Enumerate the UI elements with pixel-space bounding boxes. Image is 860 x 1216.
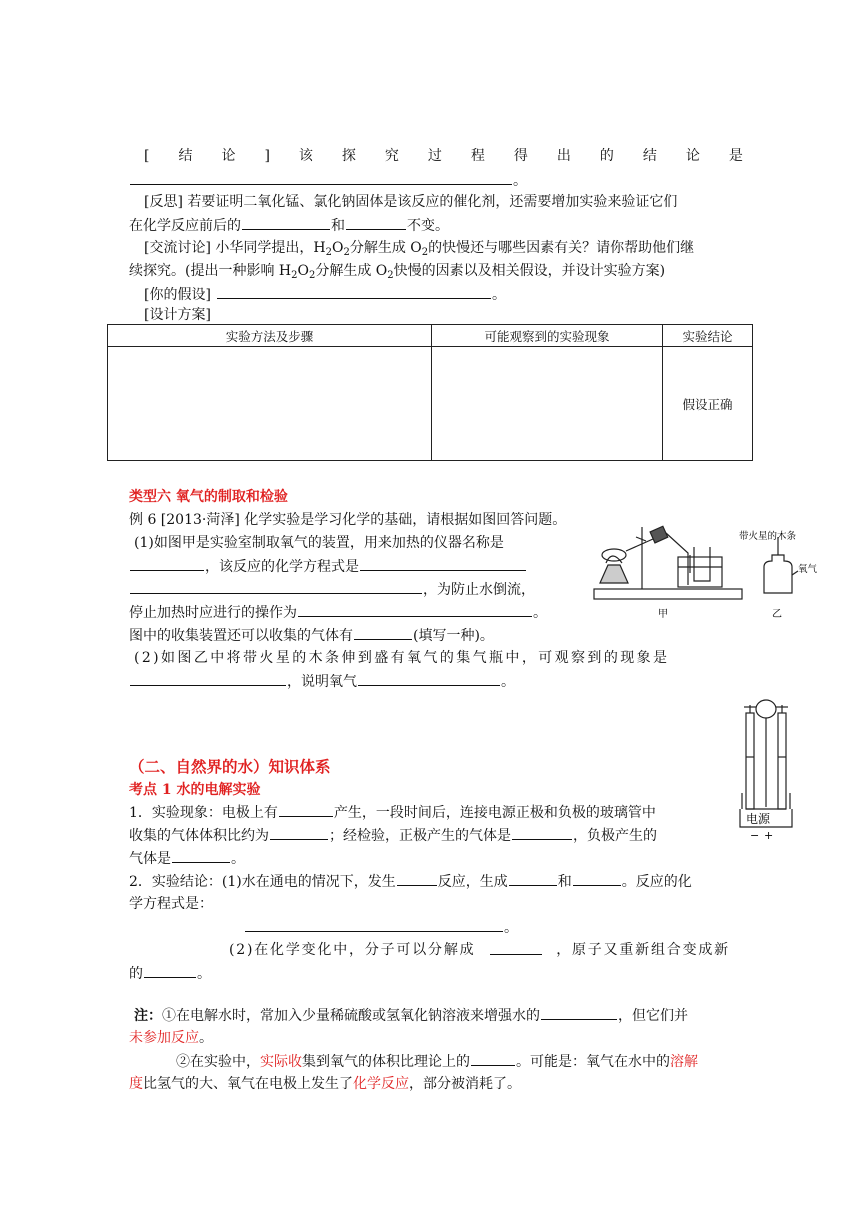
type6-q1-line3: ，为防止水倒流， <box>129 579 535 600</box>
section2-point1: 考点 1 水的电解实验 <box>129 782 261 798</box>
conclusion-line <box>144 146 772 166</box>
note-line-4: 度比氢气的大、氧气在电极上发生了化学反应，部分被消耗了。 <box>129 1076 521 1092</box>
ratio-compare-blank[interactable] <box>471 1051 515 1066</box>
stop-heating-blank[interactable] <box>298 602 532 617</box>
table-header: 可能观察到的实验现象 <box>432 325 663 347</box>
product-blank-1[interactable] <box>509 871 557 886</box>
hypothesis-label: [你的假设] <box>144 287 211 303</box>
electrode-blank[interactable] <box>279 802 333 817</box>
type6-q1-line1: (1)如图甲是实验室制取氧气的装置，用来加热的仪器名称是 <box>134 535 504 551</box>
table-cell-method[interactable] <box>108 347 432 461</box>
s2-p2-line4: (2)在化学变化中，分子可以分解成 ，原子又重新组合变成新 <box>229 942 730 958</box>
figure-label-yi: 乙 <box>772 609 782 620</box>
split-into-blank[interactable] <box>490 940 542 955</box>
hypothesis-blank[interactable] <box>217 284 491 299</box>
reflection-line-2: 在化学反应前后的 和 不变。 <box>129 215 449 236</box>
electrolysis-apparatus-figure <box>734 697 798 843</box>
table-header: 实验方法及步骤 <box>108 325 432 347</box>
s2-p1-line3: 气体是 。 <box>129 848 245 869</box>
type6-title: 类型六 氧气的制取和检验 <box>129 489 288 505</box>
s2-p2-line5: 的 。 <box>129 963 211 984</box>
new-substance-blank[interactable] <box>144 963 196 978</box>
conclusion-label: [结论]该探究过程得出的结论是 <box>144 148 772 164</box>
plus-sign: + <box>764 829 774 842</box>
phenomenon-blank[interactable] <box>130 671 286 686</box>
gas-blank[interactable] <box>354 625 412 640</box>
equation-blank-1[interactable] <box>360 556 526 571</box>
table-header: 实验结论 <box>663 325 753 347</box>
type6-q2-line1: (2)如图乙中将带火星的木条伸到盛有氧气的集气瓶中，可观察到的现象是 <box>134 650 670 666</box>
conclusion-answer-line: 。 <box>129 170 527 191</box>
note-line-3: ②在实验中，实际收集到氧气的体积比理论上的 。可能是：氧气在水中的溶解 <box>176 1051 698 1072</box>
reflection-blank-2[interactable] <box>346 215 406 230</box>
design-label: [设计方案] <box>144 307 211 323</box>
reflection-line-1: [反思] 若要证明二氧化锰、氯化钠固体是该反应的催化剂，还需要增加实验来验证它们 <box>144 194 678 210</box>
note-line-1: 注：①在电解水时，常加入少量稀硫酸或氢氧化钠溶液来增强水的 ，但它们并 <box>134 1005 688 1026</box>
figure-label-stick: 带火星的木条 <box>739 531 797 542</box>
minus-sign: − <box>750 829 760 842</box>
type6-q1-line5: 图中的收集装置还可以收集的气体有 (填写一种)。 <box>129 625 494 646</box>
type6-q1-line4: 停止加热时应进行的操作为 。 <box>129 602 547 623</box>
positive-gas-blank[interactable] <box>512 825 572 840</box>
s2-p1-line1: 1．实验现象：电极上有 产生，一段时间后，连接电源正极和负极的玻璃管中 <box>129 802 656 823</box>
conductivity-blank[interactable] <box>541 1005 617 1020</box>
s2-p2-line3: 。 <box>244 917 518 938</box>
heater-name-blank[interactable] <box>130 556 204 571</box>
product-blank-2[interactable] <box>573 871 621 886</box>
design-table <box>107 324 753 461</box>
s2-p2-line2: 学方程式是： <box>129 896 213 912</box>
negative-gas-blank[interactable] <box>172 848 230 863</box>
hypothesis-line: [你的假设] 。 <box>144 284 506 305</box>
oxygen-apparatus-figure <box>586 515 826 623</box>
table-cell-conclusion: 假设正确 <box>663 347 753 461</box>
property-blank[interactable] <box>358 671 500 686</box>
discussion-line-1: [交流讨论] 小华同学提出，$H_2O_2$分解生成 $O_2$的快慢还与哪些因素有关？请你帮助他们继 <box>144 240 695 258</box>
note-line-2: 未参加反应。 <box>129 1030 213 1046</box>
conclusion-blank[interactable] <box>130 170 512 185</box>
ratio-blank[interactable] <box>270 825 328 840</box>
electrolysis-equation-blank[interactable] <box>245 917 503 932</box>
figure-label-oxygen: 氧气 <box>798 564 818 575</box>
figure-label-jia: 甲 <box>658 609 668 620</box>
type6-example: 例 6 [2013·菏泽] 化学实验是学习化学的基础，请根据如图回答问题。 <box>129 512 567 528</box>
s2-p1-line2: 收集的气体体积比约为 ；经检验，正极产生的气体是 ，负极产生的 <box>129 825 657 846</box>
reflection-blank-1[interactable] <box>242 215 330 230</box>
s2-p2-line1: 2．实验结论：(1)水在通电的情况下，发生 反应，生成 和 。反应的化 <box>129 871 692 892</box>
table-cell-phenomenon[interactable] <box>432 347 663 461</box>
type6-q1-line2: ，该反应的化学方程式是 <box>129 556 527 577</box>
equation-blank-2[interactable] <box>130 579 422 594</box>
power-label: 电源 <box>746 812 771 826</box>
discussion-line-2: 续探究。(提出一种影响 $H_2O_2$分解生成 $O_2$快慢的因素以及相关假设，并设计实验方案) <box>129 263 666 281</box>
type6-q2-line2: ，说明氧气 。 <box>129 671 515 692</box>
section2-title: （二、自然界的水）知识体系 <box>129 757 331 776</box>
reaction-type-blank[interactable] <box>397 871 437 886</box>
